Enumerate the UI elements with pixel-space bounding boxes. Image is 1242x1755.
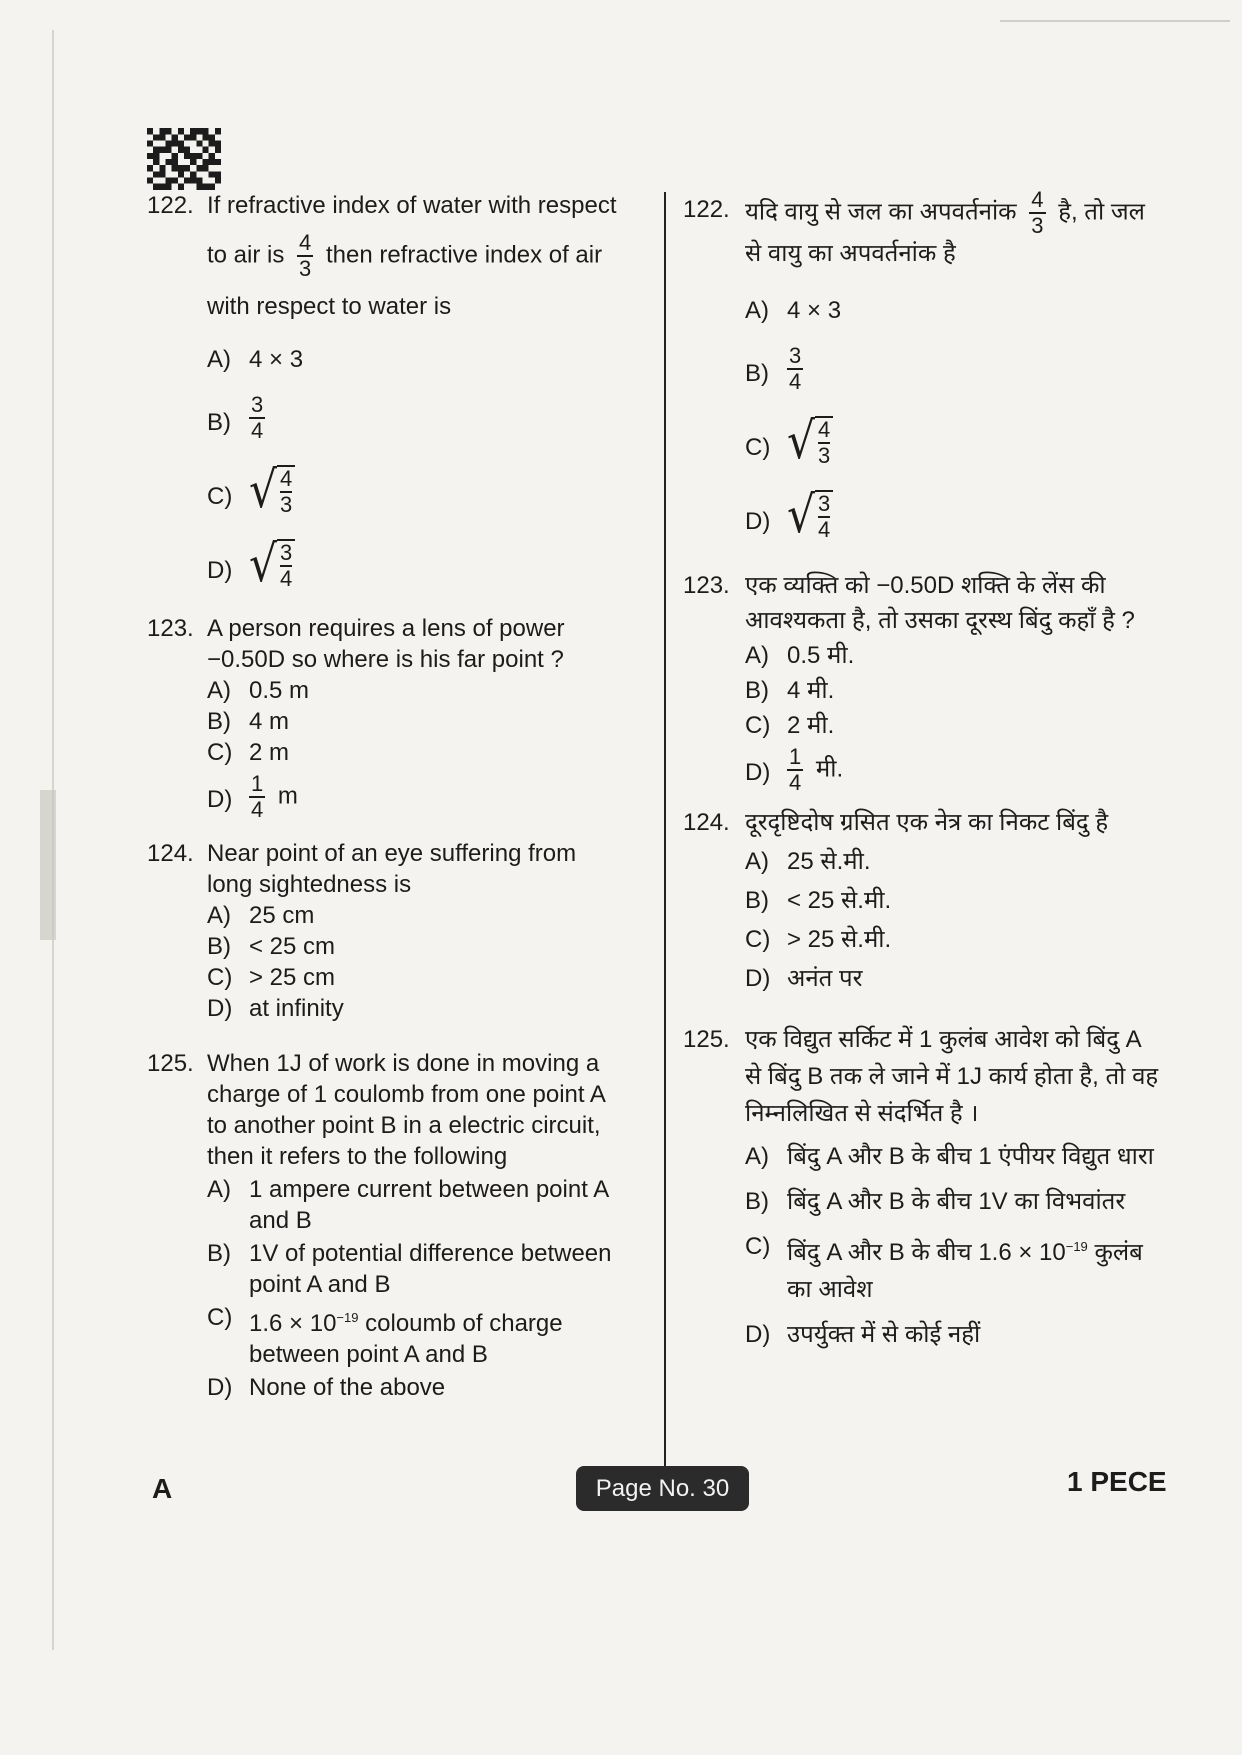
- option-b[interactable]: [745, 885, 1183, 916]
- fraction: [787, 344, 803, 394]
- fraction-denominator: 4: [818, 517, 831, 542]
- option-text: between point A and B: [249, 1341, 488, 1368]
- option-c[interactable]: [207, 461, 642, 520]
- option-a[interactable]: [207, 344, 642, 375]
- option-d[interactable]: [745, 963, 1183, 994]
- option-c[interactable]: [207, 737, 642, 768]
- hindi-column: [683, 188, 1183, 1350]
- fraction-denominator: 4: [789, 369, 802, 394]
- option-text: > 25 cm: [249, 964, 336, 991]
- option-text: 25 से.मी.: [787, 848, 871, 875]
- option-label: B): [745, 1188, 769, 1215]
- question-text-line: निम्नलिखित से संदर्भित है ।: [745, 1100, 979, 1127]
- option-a[interactable]: [207, 1174, 642, 1236]
- fraction-numerator: 4: [280, 466, 293, 491]
- option-text: 4 m: [249, 708, 290, 735]
- option-text: point A and B: [249, 1271, 391, 1298]
- option-text: > 25 से.मी.: [787, 926, 892, 953]
- question-number: 125.: [147, 1050, 194, 1077]
- option-d[interactable]: [745, 1319, 1183, 1350]
- option-text: का आवेश: [787, 1276, 873, 1303]
- question-text: यदि वायु से जल का अपवर्तनांक: [745, 198, 1017, 226]
- option-b[interactable]: [207, 393, 642, 443]
- page-number-badge: Page No. 30: [576, 1466, 749, 1511]
- question-text: है, तो जल: [1058, 198, 1145, 226]
- column-divider: [664, 192, 666, 1470]
- option-label: C): [745, 712, 771, 739]
- option-text-part: कुलंब: [1087, 1239, 1143, 1266]
- option-unit: m: [277, 782, 298, 810]
- option-a[interactable]: [207, 900, 642, 931]
- fraction-denominator: 3: [818, 443, 831, 468]
- question-text-line: with respect to water is: [207, 293, 452, 320]
- option-text: 0.5 मी.: [787, 642, 855, 669]
- option-label: A): [745, 1143, 769, 1170]
- question-123-hi: [683, 570, 1183, 795]
- fraction-numerator: 3: [280, 540, 293, 565]
- option-label: A): [207, 902, 231, 929]
- fraction-denominator: 4: [251, 797, 264, 822]
- option-text: [249, 1302, 642, 1339]
- fraction-numerator: 4: [1031, 187, 1044, 212]
- question-text-line: [745, 188, 1183, 238]
- radical-sign-icon: √: [787, 486, 816, 545]
- option-b[interactable]: [745, 675, 1183, 706]
- option-text-part: coloumb of charge: [358, 1310, 563, 1337]
- question-text: to air is: [207, 241, 285, 269]
- question-number: 124.: [683, 809, 730, 836]
- fraction-numerator: 3: [789, 343, 802, 368]
- option-text: 1V of potential difference between: [249, 1240, 612, 1267]
- question-number: 123.: [683, 572, 730, 599]
- fraction-denominator: 4: [280, 566, 293, 591]
- question-number: 124.: [147, 840, 194, 867]
- option-label: D): [207, 786, 233, 813]
- question-122-hi: [683, 187, 1183, 545]
- option-label: B): [207, 1240, 231, 1267]
- option-text: बिंदु A और B के बीच 1V का विभवांतर: [787, 1188, 1126, 1215]
- option-label: B): [745, 677, 769, 704]
- option-text: अनंत पर: [787, 965, 863, 992]
- square-root: [787, 412, 833, 471]
- option-text: None of the above: [249, 1374, 446, 1401]
- option-text: उपर्युक्त में से कोई नहीं: [787, 1321, 981, 1348]
- question-text-line: Near point of an eye suffering from: [207, 840, 577, 867]
- fraction: [249, 393, 265, 443]
- option-label: C): [207, 1304, 233, 1331]
- option-c[interactable]: [745, 710, 1183, 741]
- question-text-line: A person requires a lens of power: [207, 615, 565, 642]
- option-label: A): [207, 677, 231, 704]
- option-text: 4 × 3: [787, 297, 842, 324]
- option-label: B): [207, 409, 231, 436]
- question-number: 122.: [683, 196, 730, 223]
- fraction: [249, 772, 265, 822]
- option-b[interactable]: [207, 706, 642, 737]
- square-root: [249, 535, 295, 594]
- option-label: B): [745, 887, 769, 914]
- fraction-numerator: 3: [818, 491, 831, 516]
- option-d[interactable]: [207, 535, 642, 594]
- radical-sign-icon: √: [787, 412, 816, 471]
- paper-code: 1 PECE: [1067, 1466, 1167, 1497]
- option-label: C): [207, 964, 233, 991]
- option-label: D): [207, 557, 233, 584]
- option-label: D): [745, 1321, 771, 1348]
- fraction: [787, 745, 803, 795]
- option-d[interactable]: [207, 1372, 642, 1403]
- question-text-line: long sightedness is: [207, 871, 412, 898]
- exponent: −19: [336, 1310, 359, 1325]
- fraction-denominator: 4: [789, 770, 802, 795]
- option-text: < 25 cm: [249, 933, 336, 960]
- question-number: 125.: [683, 1026, 730, 1053]
- option-d[interactable]: [745, 486, 1183, 545]
- option-text: 1 ampere current between point A: [249, 1176, 610, 1203]
- option-b[interactable]: [207, 931, 642, 962]
- option-d[interactable]: [207, 772, 642, 822]
- option-text: [787, 1231, 1183, 1268]
- scan-top-line: [1000, 20, 1230, 22]
- fraction-numerator: 4: [299, 230, 312, 255]
- option-label: B): [207, 708, 231, 735]
- option-d[interactable]: [207, 993, 642, 1024]
- question-text-line: आवश्यकता है, तो उसका दूरस्थ बिंदु कहाँ है ?: [745, 607, 1135, 634]
- question-text-line: से वायु का अपवर्तनांक है: [745, 240, 956, 267]
- option-label: D): [745, 508, 771, 535]
- option-label: D): [745, 965, 771, 992]
- option-text: 25 cm: [249, 902, 315, 929]
- option-text: 2 m: [249, 739, 290, 766]
- option-label: C): [745, 926, 771, 953]
- qr-code-icon: [147, 128, 221, 190]
- option-c[interactable]: [207, 1302, 642, 1370]
- scan-binding-mark: [40, 790, 56, 940]
- option-c[interactable]: [207, 962, 642, 993]
- option-text: and B: [249, 1207, 312, 1234]
- option-text: 4 × 3: [249, 346, 304, 373]
- option-label: D): [745, 759, 771, 786]
- option-text-part: बिंदु A और B के बीच 1.6 × 10: [787, 1239, 1066, 1266]
- square-root: [249, 461, 295, 520]
- question-text-line: एक विद्युत सर्किट में 1 कुलंब आवेश को बिंदु A: [745, 1026, 1142, 1053]
- option-a[interactable]: [207, 675, 642, 706]
- option-label: B): [207, 933, 231, 960]
- option-text-part: 1.6 × 10: [249, 1310, 337, 1337]
- fraction-denominator: 3: [299, 256, 312, 281]
- option-b[interactable]: [745, 1186, 1183, 1217]
- question-text-line: When 1J of work is done in moving a: [207, 1050, 600, 1077]
- fraction-numerator: 1: [251, 771, 264, 796]
- fraction-denominator: 3: [1031, 213, 1044, 238]
- exponent: −19: [1065, 1239, 1088, 1254]
- option-label: D): [207, 1374, 233, 1401]
- option-a[interactable]: [745, 640, 1183, 671]
- option-a[interactable]: [745, 1141, 1183, 1172]
- fraction: [297, 231, 313, 281]
- question-122-en: [147, 190, 642, 594]
- question-text-line: charge of 1 coulomb from one point A: [207, 1081, 606, 1108]
- option-a[interactable]: [745, 295, 1183, 326]
- fraction-denominator: 3: [280, 492, 293, 517]
- option-d[interactable]: [745, 745, 1183, 795]
- option-a[interactable]: [745, 846, 1183, 877]
- question-number: 122.: [147, 192, 194, 219]
- question-text-line: एक व्यक्ति को −0.50D शक्ति के लेंस की: [745, 572, 1106, 599]
- fraction-numerator: 3: [251, 392, 264, 417]
- option-label: C): [745, 434, 771, 461]
- option-label: A): [745, 642, 769, 669]
- option-text: बिंदु A और B के बीच 1 एंपीयर विद्युत धारा: [787, 1143, 1154, 1170]
- option-label: B): [745, 360, 769, 387]
- question-text-line: If refractive index of water with respect: [207, 192, 617, 219]
- question-number: 123.: [147, 615, 194, 642]
- question-125-hi: [683, 1024, 1183, 1350]
- question-125-en: [147, 1048, 642, 1403]
- radical-sign-icon: √: [249, 461, 278, 520]
- option-label: C): [745, 1233, 771, 1260]
- option-b[interactable]: [207, 1238, 642, 1300]
- fraction: [1029, 188, 1045, 238]
- option-c[interactable]: [745, 412, 1183, 471]
- option-text: < 25 से.मी.: [787, 887, 892, 914]
- option-label: C): [207, 483, 233, 510]
- option-label: C): [207, 739, 233, 766]
- question-text-line: दूरदृष्टिदोष ग्रसित एक नेत्र का निकट बिंदु है: [745, 809, 1109, 836]
- option-label: A): [745, 297, 769, 324]
- option-c[interactable]: [745, 924, 1183, 955]
- question-text-line: then it refers to the following: [207, 1143, 508, 1170]
- option-unit: मी.: [815, 755, 844, 783]
- question-124-en: [147, 838, 642, 1024]
- option-label: D): [207, 995, 233, 1022]
- question-124-hi: [683, 807, 1183, 994]
- question-text-line: [207, 231, 642, 281]
- english-column: [147, 190, 642, 1403]
- option-b[interactable]: [745, 344, 1183, 394]
- option-c[interactable]: [745, 1231, 1183, 1305]
- question-text-line: to another point B in a electric circuit,: [207, 1112, 601, 1139]
- option-text: 4 मी.: [787, 677, 835, 704]
- option-text: at infinity: [249, 995, 344, 1022]
- option-label: A): [207, 346, 231, 373]
- set-letter: A: [152, 1473, 173, 1504]
- option-label: A): [745, 848, 769, 875]
- radical-sign-icon: √: [249, 535, 278, 594]
- option-text: 2 मी.: [787, 712, 835, 739]
- fraction-numerator: 4: [818, 417, 831, 442]
- question-text-line: से बिंदु B तक ले जाने में 1J कार्य होता है, तो वह: [745, 1063, 1159, 1090]
- fraction-denominator: 4: [251, 418, 264, 443]
- option-text: 0.5 m: [249, 677, 310, 704]
- question-123-en: [147, 613, 642, 822]
- question-text-line: −0.50D so where is his far point ?: [207, 646, 564, 673]
- question-text: then refractive index of air: [325, 241, 603, 269]
- fraction-numerator: 1: [789, 744, 802, 769]
- square-root: [787, 486, 833, 545]
- option-label: A): [207, 1176, 231, 1203]
